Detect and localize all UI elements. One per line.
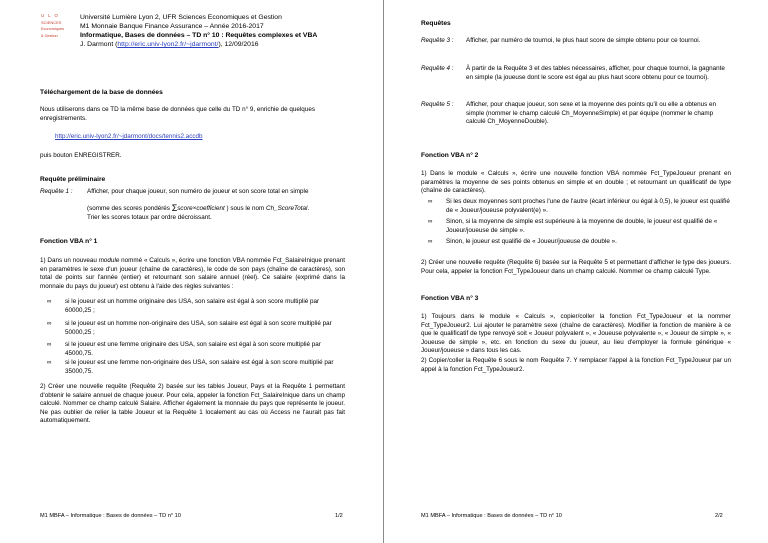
footer-left-1: M1 MBFA – Informatique : Bases de données – TD n° 10	[40, 513, 181, 519]
download-text: Nous utiliserons dans ce TD la même base de données que celle du TD n° 9, enrichie de quelques enregistrements.	[40, 106, 315, 122]
formula-expression: score×coefficient	[177, 205, 225, 212]
prelim-section-title: Requête préliminaire	[40, 176, 106, 183]
requete-5-text: Afficher, pour chaque joueur, son sexe et la moyenne des points qu'il ou elle a obtenus en simple (nommer le champ calculé Ch_MoyenneSimple) et par équipe (nommer le champ calculé Ch_MoyenneDouble).	[466, 101, 716, 125]
bullet-icon: ∞	[47, 298, 52, 305]
requete-3-label: Requête 3 :	[421, 37, 454, 44]
vba1-section-title: Fonction VBA n° 1	[40, 238, 98, 245]
university-logo	[40, 10, 72, 42]
header-author-prefix: J. Darmont (	[80, 41, 118, 48]
sum-icon: Σ	[171, 203, 178, 213]
database-download-link[interactable]: http://eric.univ-lyon2.fr/~jdarmont/docs/tennis2.accdb	[55, 133, 203, 140]
requetes-section-title: Requêtes	[421, 20, 451, 27]
requete-1-sort: Trier les scores totaux par ordre décroissant.	[87, 214, 212, 221]
logo-text-4: & Gestion	[41, 34, 58, 38]
vba3-paragraph-2: 2) Copier/coller la Requête 6 sous le nom Requête 7. Y remplacer l'appel à la fonction Fct_TypeJoueur par un appel à la fonction Fct_TypeJoueur2.	[421, 357, 731, 373]
vba1-bullet-2-text: si le joueur est un homme non-originaire des USA, son salaire est égal à son score multiplié par 50000,25 ;	[65, 320, 332, 336]
download-instruction: puis bouton ENREGISTRER.	[40, 152, 122, 159]
page-2	[384, 0, 768, 543]
requete-3-text: Afficher, par numéro de tournoi, le plus haut score de simple obtenu pour ce tournoi.	[466, 37, 701, 44]
vba2-bullet-3-text: Sinon, le joueur est qualifié de « Joueur/joueuse de double ».	[446, 238, 617, 245]
bullet-icon: ∞	[47, 341, 52, 348]
bullet-icon: ∞	[47, 320, 52, 327]
vba3-section-title: Fonction VBA n° 3	[421, 295, 479, 302]
requete-4-label: Requête 4 :	[421, 65, 454, 72]
bullet-icon: ∞	[428, 238, 433, 245]
header-program: M1 Monnaie Banque Finance Assurance – Année 2016-2017	[80, 23, 264, 30]
vba1-bullet-3-text: si le joueur est une femme originaire des USA, son salaire est égal à son score multiplié par 45000,75.	[65, 341, 321, 357]
score-field-name: Ch_ScoreTotal	[266, 205, 308, 212]
author-homepage-link[interactable]: http://eric.univ-lyon2.fr/~jdarmont/	[117, 41, 219, 48]
logo-text-3: Economiques	[41, 27, 65, 31]
vba2-bullet-1-text: Si les deux moyennes sont proches l'une de l'autre (écart inférieur ou égal à 0,5), le joueur est qualifié de « Joueur/joueuse polyvalent(e) ».	[446, 198, 730, 214]
vba2-paragraph-1: 1) Dans le module « Calculs », écrire une nouvelle fonction VBA nommée Fct_TypeJoueur prenant en paramètres la moyenne de ses points obtenus en simple et en double ; et retournant un qualificatif de type (chaîne de caractères).	[421, 170, 731, 194]
formula-text-after: ) sous le nom	[226, 205, 265, 212]
requete-1-label: Requête 1 :	[40, 188, 73, 195]
page-number-1: 1/2	[335, 513, 343, 519]
vba1-para1-module: module	[98, 257, 120, 264]
requete-5-label: Requête 5 :	[421, 101, 454, 108]
download-section-title: Téléchargement de la base de données	[40, 89, 163, 96]
vba2-section-title: Fonction VBA n° 2	[421, 152, 479, 159]
requete-1-text: Afficher, pour chaque joueur, son numéro de joueur et son score total en simple	[87, 188, 309, 195]
header-author	[80, 40, 259, 49]
header-university: Université Lumière Lyon 2, UFR Sciences Economiques et Gestion	[80, 14, 282, 21]
vba1-bullet-4-text: si le joueur est une femme non-originaire des USA, son salaire est égal à son score multiplié par 35000,75.	[65, 359, 334, 375]
vba1-bullet-1-text: si le joueur est un homme originaire des USA, son salaire est égal à son score multiplié par 60000,25 ;	[65, 298, 320, 314]
header-course-title: Informatique, Bases de données – TD n° 10 : Requêtes complexes et VBA	[80, 32, 318, 39]
header-author-suffix: ), 12/09/2016	[218, 41, 259, 48]
requete-4-text: À partir de la Requête 3 et des tables nécessaires, afficher, pour chaque tournoi, la gagnante en simple (la joueuse dont le score est égal au plus haut score obtenu pour ce tournoi).	[466, 65, 725, 81]
logo-text-2: SCIENCES	[41, 20, 62, 25]
requete-1-formula-line: (somme des scores pondérés Σscore×coefficient ) sous le nom Ch_ScoreTotal.	[87, 203, 310, 213]
bullet-icon: ∞	[47, 359, 52, 366]
vba3-paragraph-1: 1) Toujours dans le module « Calculs », copier/coller la fonction Fct_TypeJoueur et la nommer Fct_TypeJoueur2. Lui ajouter le paramètre sexe (chaîne de caractères). Modifier la fonction de manière à ce que le qualificatif de type renvoyé soit « Joueur polyvalent », « Joueuse polyvalente », « Joueur de simple », « Joueuse de simple », etc. en fonction du sexe du joueur, au lieu d'employer la formule générique « Joueur/joueuse » dans tous les cas.	[421, 313, 731, 354]
footer-left-2: M1 MBFA – Informatique : Bases de données – TD n° 10	[421, 513, 562, 519]
vba1-paragraph-2: 2) Créer une nouvelle requête (Requête 2) basée sur les tables Joueur, Pays et la Requête 1 permettant d'obtenir le salaire annuel de chaque joueur. Pour cela, appeler la fonction Fct_SalaireInique dans un champ calculé. Nommer ce champ calculé Salaire. Afficher également la monnaie du pays que représente le joueur. Ne pas oublier de relier la table Joueur et la Requête 1 localement au cas où Access ne l'aurait pas fait automatiquement.	[40, 383, 345, 424]
vba2-bullet-2-text: Sinon, si la moyenne de simple est supérieure à la moyenne de double, le joueur est qualifié de « Joueur/joueuse de simple ».	[446, 218, 718, 234]
vba1-para1-start: 1) Dans un nouveau	[40, 257, 97, 264]
vba2-paragraph-2: 2) Créer une nouvelle requête (Requête 6) basée sur la Requête 5 et permettant d'afficher le type des joueurs. Pour cela, appeler la fonction Fct_TypeJoueur dans un champ calculé. Nommer ce champ calculé Type.	[421, 259, 731, 275]
formula-text-before: (somme des scores pondérés	[87, 205, 170, 212]
bullet-icon: ∞	[428, 198, 433, 205]
page-number-2: 2/2	[715, 513, 723, 519]
vba1-paragraph-1	[40, 257, 345, 291]
vba1-para1-rest: nommé « Calculs », écrire une fonction VBA nommée Fct_SalaireInique prenant en paramètres le sexe d'un joueur (chaîne de caractères), le code de son pays (chaîne de caractères), son total de points sur l'année (entier) et retournant son salaire annuel (réel). Ce salaire (exprimé dans la monnaie du pays du joueur) est obtenu à l'aide des règles suivantes :	[40, 257, 346, 290]
logo-text-1: U L O	[41, 13, 60, 18]
bullet-icon: ∞	[428, 218, 433, 225]
